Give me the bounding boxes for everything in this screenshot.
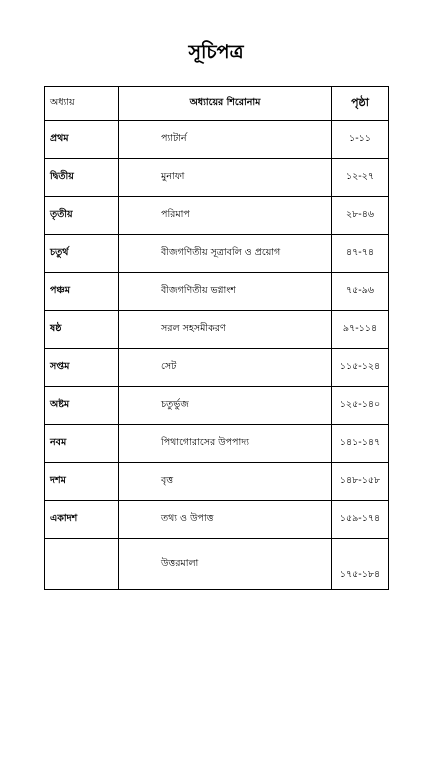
chapter-cell: তৃতীয় [45, 197, 119, 235]
contents-table [44, 86, 389, 590]
table-row [45, 425, 389, 463]
page-range-cell: ১৪১-১৪৭ [332, 425, 389, 463]
topic-cell: তথ্য ও উপাত্ত [119, 501, 332, 539]
page-range-cell: ৪৭-৭৪ [332, 235, 389, 273]
table-row [45, 387, 389, 425]
topic-cell: উত্তরমালা [119, 539, 332, 590]
table-row [45, 197, 389, 235]
chapter-cell [45, 539, 119, 590]
page-range-cell: ১৫৯-১৭৪ [332, 501, 389, 539]
chapter-cell: অষ্টম [45, 387, 119, 425]
topic-cell: প্যাটার্ন [119, 121, 332, 159]
page-range-cell: ২৮-৪৬ [332, 197, 389, 235]
chapter-cell: প্রথম [45, 121, 119, 159]
topic-cell: মুনাফা [119, 159, 332, 197]
topic-cell: পিথাগোরাসের উপপাদ্য [119, 425, 332, 463]
chapter-cell: ষষ্ঠ [45, 311, 119, 349]
header-topic: অধ্যায়ের শিরোনাম [119, 87, 332, 121]
topic-cell: চতুর্ভুজ [119, 387, 332, 425]
table-row [45, 501, 389, 539]
table-row [45, 121, 389, 159]
header-chapter: অধ্যায় [45, 87, 119, 121]
page-title: সূচিপত্র [188, 41, 244, 63]
chapter-cell: দশম [45, 463, 119, 501]
page-range-cell: ১২-২৭ [332, 159, 389, 197]
topic-cell: বৃত্ত [119, 463, 332, 501]
chapter-cell: একাদশ [45, 501, 119, 539]
chapter-cell: চতুর্থ [45, 235, 119, 273]
topic-cell: পরিমাপ [119, 197, 332, 235]
table-header-row [45, 87, 389, 121]
table-row [45, 235, 389, 273]
header-page: পৃষ্ঠা [332, 87, 389, 121]
table-row [45, 539, 389, 590]
page-range-cell: ৭৫-৯৬ [332, 273, 389, 311]
page-range-cell: ৯৭-১১৪ [332, 311, 389, 349]
chapter-cell: নবম [45, 425, 119, 463]
chapter-cell: দ্বিতীয় [45, 159, 119, 197]
chapter-cell: পঞ্চম [45, 273, 119, 311]
page-range-cell: ১-১১ [332, 121, 389, 159]
chapter-cell: সপ্তম [45, 349, 119, 387]
table-row [45, 159, 389, 197]
table-row [45, 349, 389, 387]
topic-cell: বীজগণিতীয় ভগ্নাংশ [119, 273, 332, 311]
table-row [45, 311, 389, 349]
topic-cell: সরল সহসমীকরণ [119, 311, 332, 349]
topic-cell: বীজগণিতীয় সূত্রাবলি ও প্রয়োগ [119, 235, 332, 273]
topic-cell: সেট [119, 349, 332, 387]
page-range-cell: ১১৫-১২৪ [332, 349, 389, 387]
page-range-cell: ১৭৫-১৮৪ [332, 539, 389, 590]
page-range-cell: ১২৫-১৪০ [332, 387, 389, 425]
table-row [45, 273, 389, 311]
table-row [45, 463, 389, 501]
page-range-cell: ১৪৮-১৫৮ [332, 463, 389, 501]
